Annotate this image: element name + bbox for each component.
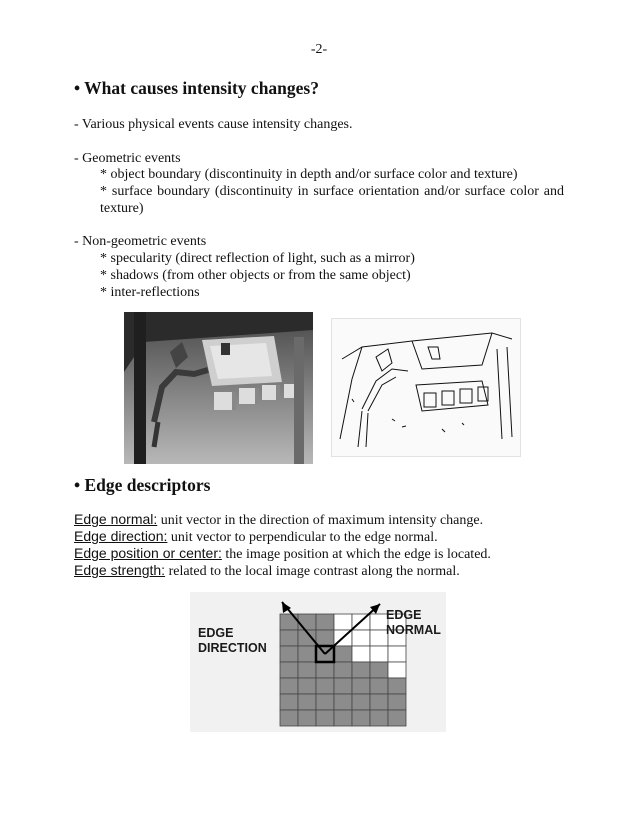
label-edge-direction-line-2: DIRECTION xyxy=(198,641,267,655)
geometric-item-surface-boundary: * surface boundary (discontinuity in surface orientation and/or surface color and texture) xyxy=(100,184,564,216)
definition-text-edge-direction: unit vector to perpendicular to the edge normal. xyxy=(167,530,438,545)
grid-cell xyxy=(298,662,316,678)
non-geometric-events-title: - Non-geometric events xyxy=(74,234,207,249)
grid-cell xyxy=(370,662,388,678)
label-edge-normal xyxy=(386,608,441,638)
grid-cell xyxy=(316,710,334,726)
grid-cell xyxy=(280,630,298,646)
grid-cell xyxy=(298,710,316,726)
grid-cell xyxy=(388,646,406,662)
grid-cell xyxy=(352,630,370,646)
section-heading-intensity-changes: • What causes intensity changes? xyxy=(74,78,319,98)
term-edge-normal: Edge normal: xyxy=(74,511,158,527)
page-number: -2- xyxy=(310,42,328,57)
grid-cell xyxy=(316,630,334,646)
definition-text-edge-strength: related to the local image contrast along the normal. xyxy=(165,564,460,579)
non-geometric-item-shadows: * shadows (from other objects or from the same object) xyxy=(100,268,411,283)
geometric-item-object-boundary: * object boundary (discontinuity in depth and/or surface color and texture) xyxy=(100,167,518,182)
grid-cell xyxy=(388,678,406,694)
grid-cell xyxy=(280,646,298,662)
edge-map-image xyxy=(331,318,521,457)
grid-cell xyxy=(388,662,406,678)
definition-edge-strength xyxy=(74,562,460,580)
label-edge-direction xyxy=(198,626,267,656)
definition-edge-normal xyxy=(74,511,483,529)
grid-cell xyxy=(280,614,298,630)
grid-cell xyxy=(298,614,316,630)
grid-cell xyxy=(334,678,352,694)
grid-cell xyxy=(316,662,334,678)
grid-cell xyxy=(334,614,352,630)
label-edge-normal-line-2: NORMAL xyxy=(386,623,441,637)
grid-cell xyxy=(388,694,406,710)
definition-text-edge-position: the image position at which the edge is located. xyxy=(221,547,491,562)
grid-cell xyxy=(370,646,388,662)
scene-photograph xyxy=(124,312,313,464)
grid-cell xyxy=(370,694,388,710)
term-edge-strength: Edge strength: xyxy=(74,562,166,578)
definition-edge-direction xyxy=(74,528,438,546)
grid-cell xyxy=(316,678,334,694)
grid-cell xyxy=(370,710,388,726)
grid-cell xyxy=(298,694,316,710)
term-edge-position: Edge position or center: xyxy=(74,545,222,561)
grid-cell xyxy=(280,710,298,726)
grid-cell xyxy=(334,646,352,662)
grid-cell xyxy=(316,694,334,710)
grid-cell xyxy=(388,710,406,726)
grid-cell xyxy=(334,662,352,678)
label-edge-normal-line-1: EDGE xyxy=(386,608,422,622)
section-heading-edge-descriptors: • Edge descriptors xyxy=(74,475,211,495)
definition-text-edge-normal: unit vector in the direction of maximum intensity change. xyxy=(157,513,484,528)
intro-line: - Various physical events cause intensity changes. xyxy=(74,117,353,132)
grid-cell xyxy=(280,694,298,710)
grid-cell xyxy=(280,678,298,694)
grid-cell xyxy=(370,678,388,694)
grid-cell xyxy=(298,646,316,662)
edge-descriptor-diagram xyxy=(190,592,446,732)
grid-cell xyxy=(352,678,370,694)
grid-cell xyxy=(280,662,298,678)
label-edge-direction-line-1: EDGE xyxy=(198,626,234,640)
grid-cell xyxy=(352,646,370,662)
geometric-events-title: - Geometric events xyxy=(74,151,181,166)
grid-cell xyxy=(352,694,370,710)
grid-cell xyxy=(334,710,352,726)
non-geometric-item-inter-reflections: * inter-reflections xyxy=(100,285,200,300)
grid-cell xyxy=(316,614,334,630)
grid-cell xyxy=(298,678,316,694)
grid-cell xyxy=(334,694,352,710)
grid-cell xyxy=(352,710,370,726)
term-edge-direction: Edge direction: xyxy=(74,528,168,544)
non-geometric-item-specularity: * specularity (direct reflection of light, such as a mirror) xyxy=(100,251,415,266)
definition-edge-position xyxy=(74,545,491,563)
grid-cell xyxy=(352,662,370,678)
